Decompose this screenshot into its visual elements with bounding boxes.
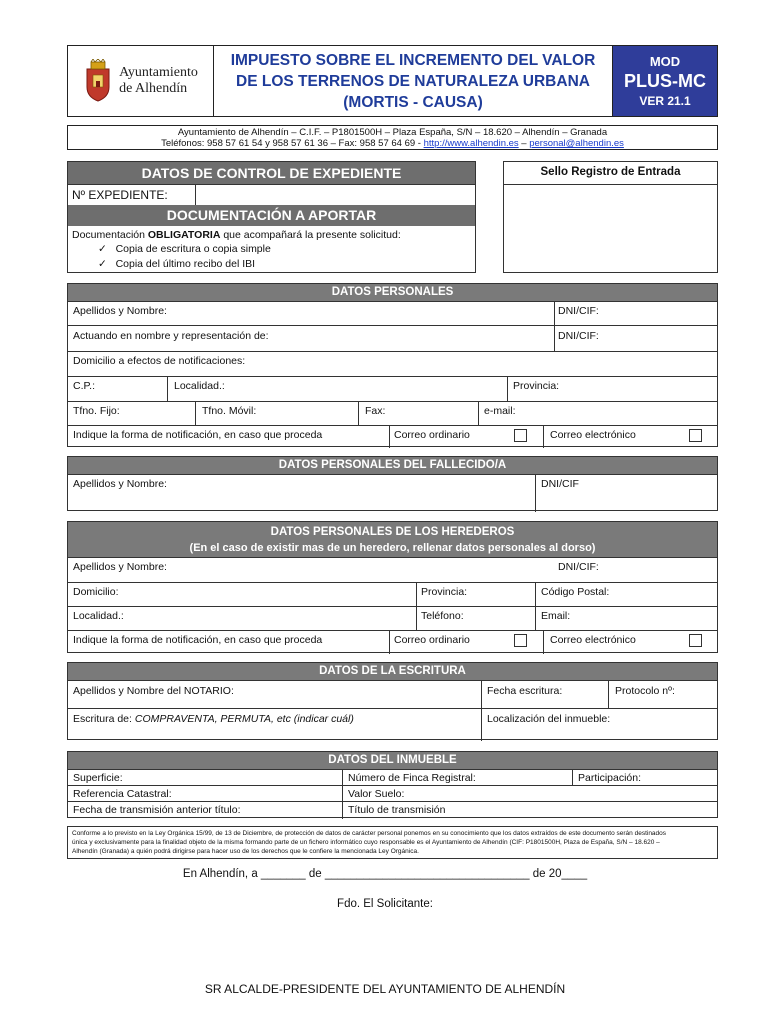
address-line-1: Ayuntamiento de Alhendín – C.I.F. – P1801500H – Plaza España, S/N – 18.620 – Alhendín – Granada bbox=[177, 127, 608, 138]
notificacion-label: Indique la forma de notificación, en caso que proceda bbox=[73, 429, 323, 441]
escritura-tipo-label: Escritura de: COMPRAVENTA, PERMUTA, etc (indicar cuál) bbox=[73, 713, 354, 725]
apellidos-label: Apellidos y Nombre: bbox=[73, 305, 167, 317]
form-header bbox=[67, 45, 718, 117]
escritura-section bbox=[67, 662, 718, 740]
titulo-transmision-label: Título de transmisión bbox=[348, 804, 446, 816]
logo-text bbox=[119, 65, 198, 97]
heredero-localidad-label: Localidad.: bbox=[73, 610, 124, 622]
protocolo-label: Protocolo nº: bbox=[615, 685, 675, 697]
model-version: VER 21.1 bbox=[639, 94, 691, 108]
logo-line-2: de Alhendín bbox=[119, 81, 188, 96]
municipality-logo bbox=[68, 46, 214, 116]
fallecido-title: DATOS PERSONALES DEL FALLECIDO/A bbox=[68, 457, 717, 474]
inmueble-title: DATOS DEL INMUEBLE bbox=[68, 752, 717, 769]
title-line-2: DE LOS TERRENOS DE NATURALEZA URBANA bbox=[236, 72, 590, 90]
heredero-dni-label: DNI/CIF: bbox=[558, 561, 599, 573]
correo-electronico-checkbox[interactable] bbox=[689, 429, 702, 442]
legal-notice bbox=[67, 826, 718, 859]
checkmark-icon: ✓ bbox=[98, 258, 107, 270]
form-title bbox=[214, 46, 613, 116]
title-line-3: (MORTIS - CAUSA) bbox=[343, 93, 483, 111]
expediente-input[interactable] bbox=[196, 185, 475, 205]
notario-label: Apellidos y Nombre del NOTARIO: bbox=[73, 685, 234, 697]
legal-line-2: única y exclusivamente para la finalidad objeto de la misma formando parte de un fichero informático cuyo responsable es el Ayuntamiento de Alhendín (CIF: P1801500H, Plaza de España, S/N – 18.620 – bbox=[72, 839, 660, 846]
participacion-label: Participación: bbox=[578, 772, 642, 784]
heredero-correo-electronico-label: Correo electrónico bbox=[550, 634, 636, 646]
heredero-notificacion-label: Indique la forma de notificación, en caso que proceda bbox=[73, 634, 323, 646]
fecha-escritura-label: Fecha escritura: bbox=[487, 685, 563, 697]
heredero-correo-electronico-checkbox[interactable] bbox=[689, 634, 702, 647]
herederos-section bbox=[67, 521, 718, 653]
fallecido-dni-label: DNI/CIF bbox=[541, 478, 579, 490]
localidad-label: Localidad.: bbox=[174, 380, 225, 392]
heredero-correo-ordinario-label: Correo ordinario bbox=[394, 634, 470, 646]
herederos-subtitle: (En el caso de existir mas de un heredero, rellenar datos personales al dorso) bbox=[189, 542, 596, 554]
address-box bbox=[67, 125, 718, 150]
address-line-2 bbox=[68, 138, 717, 149]
fallecido-section bbox=[67, 456, 718, 511]
model-label: MOD bbox=[649, 54, 681, 69]
cp-label: C.P.: bbox=[73, 380, 95, 392]
correo-ordinario-label: Correo ordinario bbox=[394, 429, 470, 441]
tfno-movil-label: Tfno. Móvil: bbox=[202, 405, 257, 417]
checkmark-icon: ✓ bbox=[98, 243, 107, 255]
sello-registro-box[interactable] bbox=[503, 161, 718, 273]
logo-line-1: Ayuntamiento bbox=[119, 65, 198, 80]
model-code: PLUS-MC bbox=[624, 71, 706, 91]
control-title: DATOS DE CONTROL DE EXPEDIENTE bbox=[68, 162, 475, 184]
localizacion-label: Localización del inmueble: bbox=[487, 713, 611, 725]
inmueble-section bbox=[67, 751, 718, 818]
valor-suelo-label: Valor Suelo: bbox=[348, 788, 405, 800]
correo-electronico-label: Correo electrónico bbox=[550, 429, 636, 441]
fecha-line: En Alhendín, a _______ de ________________________________ de 20____ bbox=[182, 868, 588, 880]
actuando-label: Actuando en nombre y representación de: bbox=[73, 330, 269, 342]
heredero-apellidos-label: Apellidos y Nombre: bbox=[73, 561, 167, 573]
coat-of-arms-icon bbox=[83, 59, 113, 103]
email-label: e-mail: bbox=[484, 405, 516, 417]
documentacion-title: DOCUMENTACIÓN A APORTAR bbox=[68, 205, 475, 226]
expediente-label: Nº EXPEDIENTE: bbox=[72, 188, 168, 202]
title-line-1: IMPUESTO SOBRE EL INCREMENTO DEL VALOR bbox=[230, 51, 596, 69]
herederos-header bbox=[68, 522, 717, 557]
correo-ordinario-checkbox[interactable] bbox=[514, 429, 527, 442]
personales-section bbox=[67, 283, 718, 447]
dni-representado-label: DNI/CIF: bbox=[558, 330, 599, 342]
personales-title: DATOS PERSONALES bbox=[68, 284, 717, 301]
documentacion-intro: Documentación OBLIGATORIA que acompañará la presente solicitud: bbox=[72, 229, 401, 241]
dni-label: DNI/CIF: bbox=[558, 305, 599, 317]
heredero-domicilio-label: Domicilio: bbox=[73, 586, 119, 598]
provincia-label: Provincia: bbox=[513, 380, 560, 392]
fax-label: Fax: bbox=[365, 405, 386, 417]
fecha-transmision-label: Fecha de transmisión anterior título: bbox=[73, 804, 241, 816]
documentacion-item-1: ✓ Copia de escritura o copia simple bbox=[98, 243, 271, 255]
model-badge bbox=[613, 46, 717, 116]
heredero-provincia-label: Provincia: bbox=[421, 586, 468, 598]
documentacion-item-2: ✓ Copia del último recibo del IBI bbox=[98, 258, 256, 270]
separator: – bbox=[518, 138, 530, 149]
finca-label: Número de Finca Registral: bbox=[348, 772, 476, 784]
superficie-label: Superficie: bbox=[73, 772, 123, 784]
heredero-telefono-label: Teléfono: bbox=[421, 610, 464, 622]
phones-text: Teléfonos: 958 57 61 54 y 958 57 61 36 – Fax: 958 57 64 69 - bbox=[161, 138, 424, 149]
legal-line-3: Alhendín (Granada) a quién podrá dirigirse para hacer uso de los derechos que le confiere la mencionada Ley Orgánica. bbox=[72, 848, 419, 855]
website-link[interactable]: http://www.alhendin.es bbox=[423, 138, 519, 149]
destinatario: SR ALCALDE-PRESIDENTE DEL AYUNTAMIENTO DE ALHENDÍN bbox=[204, 982, 566, 996]
control-section bbox=[67, 161, 476, 273]
escritura-title: DATOS DE LA ESCRITURA bbox=[68, 663, 717, 680]
heredero-cp-label: Código Postal: bbox=[541, 586, 610, 598]
domicilio-label: Domicilio a efectos de notificaciones: bbox=[73, 355, 246, 367]
fallecido-apellidos-label: Apellidos y Nombre: bbox=[73, 478, 167, 490]
tfno-fijo-label: Tfno. Fijo: bbox=[73, 405, 120, 417]
heredero-email-label: Email: bbox=[541, 610, 571, 622]
heredero-correo-ordinario-checkbox[interactable] bbox=[514, 634, 527, 647]
firma-label: Fdo. El Solicitante: bbox=[337, 898, 433, 910]
herederos-title: DATOS PERSONALES DE LOS HEREDEROS bbox=[270, 526, 515, 538]
email-link[interactable]: personal@alhendin.es bbox=[529, 138, 624, 149]
legal-line-1: Conforme a lo previsto en la Ley Orgánica 15/99, de 13 de Diciembre, de protección de datos de carácter personal ponemos en su conocimiento que los datos extraídos de este documento serán destinados bbox=[72, 830, 667, 837]
referencia-label: Referencia Catastral: bbox=[73, 788, 172, 800]
sello-label: Sello Registro de Entrada bbox=[540, 166, 681, 178]
